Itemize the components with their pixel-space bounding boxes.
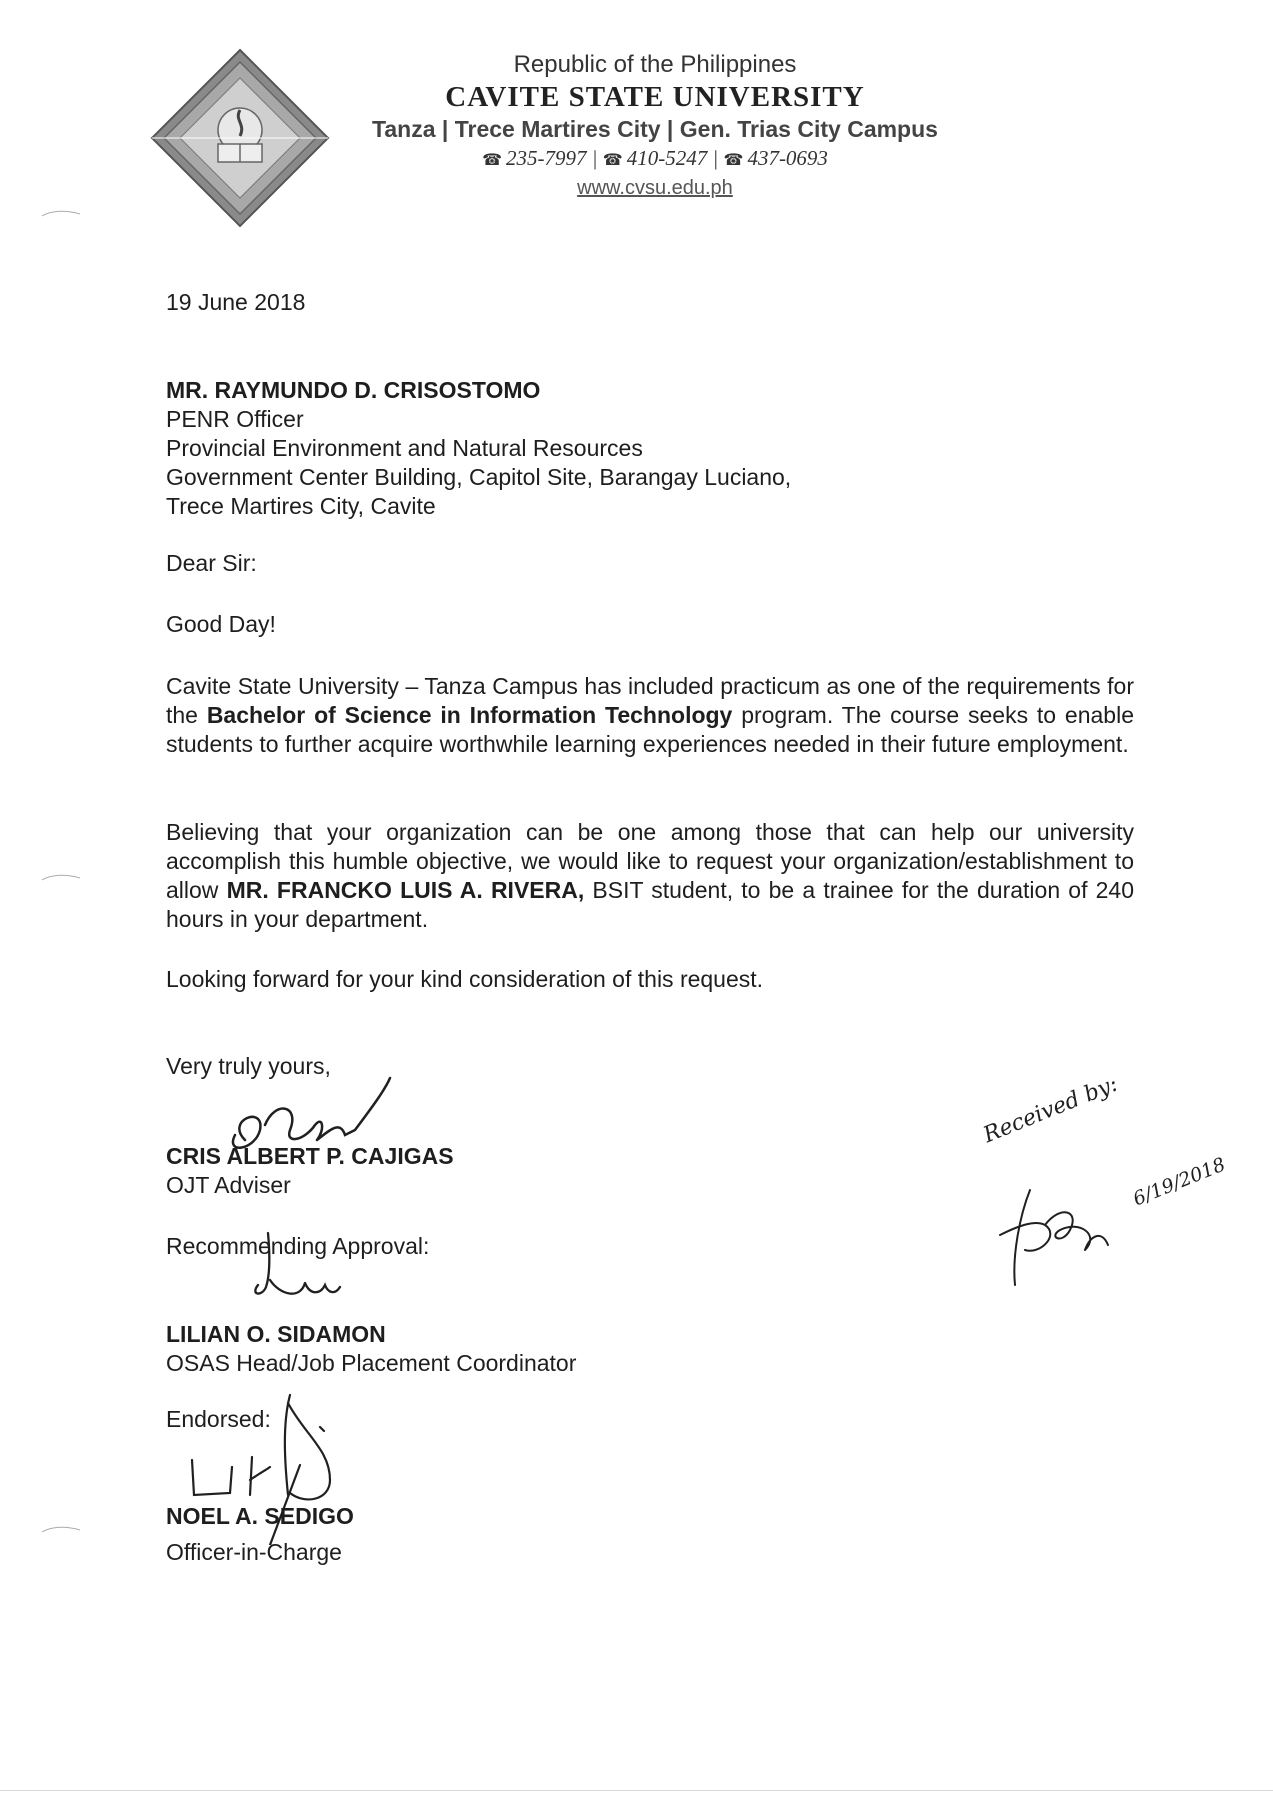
closing-request: Looking forward for your kind consideration of this request. — [166, 966, 764, 992]
recipient-title: PENR Officer — [166, 406, 304, 432]
signatory3-name: NOEL A. SEDIGO — [166, 1503, 354, 1529]
signatory2-name: LILIAN O. SIDAMON — [166, 1321, 386, 1347]
letterhead-university: CAVITE STATE UNIVERSITY — [445, 81, 865, 113]
received-date: 6/19/2018 — [1130, 1153, 1229, 1211]
scan-margin-mark — [42, 208, 80, 218]
page-bottom-edge — [0, 1790, 1273, 1791]
received-stamp — [980, 1071, 1250, 1295]
phone-number: 437-0693 — [747, 146, 828, 170]
letterhead-phones: ☎ 235-7997 | ☎ 410-5247 | ☎ 437-0693 — [482, 146, 828, 170]
body-paragraph-1: Cavite State University – Tanza Campus has included practicum as one of the requirements for the Bachelor of Science in Information Technology program. The course seeks to enable students to further acquire worthwhile learning experiences needed in their future employment. — [166, 673, 1134, 757]
received-initials-signature — [990, 1175, 1120, 1295]
scan-margin-mark — [42, 872, 80, 882]
phone-number: 235-7997 — [506, 146, 587, 170]
letter-date: 19 June 2018 — [166, 289, 306, 315]
signatory1-name: CRIS ALBERT P. CAJIGAS — [166, 1143, 454, 1169]
telephone-icon: ☎ — [723, 152, 744, 169]
recipient-address-line2: Trece Martires City, Cavite — [166, 493, 436, 519]
student-name: MR. FRANCKO LUIS A. RIVERA, — [226, 877, 585, 903]
letterhead-website-link[interactable]: www.cvsu.edu.ph — [577, 177, 733, 199]
endorsed-label: Endorsed: — [166, 1406, 271, 1432]
recipient-name: MR. RAYMUNDO D. CRISOSTOMO — [166, 377, 541, 403]
salutation: Dear Sir: — [166, 550, 257, 576]
scan-margin-mark — [42, 1524, 80, 1534]
recommending-label: Recommending Approval: — [166, 1233, 430, 1259]
signatory1-title: OJT Adviser — [166, 1172, 291, 1198]
closing: Very truly yours, — [166, 1053, 331, 1079]
telephone-icon: ☎ — [482, 152, 502, 169]
signatory3-title: Officer-in-Charge — [166, 1539, 342, 1565]
phone-number: 410-5247 — [626, 146, 708, 170]
received-by-label: Received by: — [980, 1071, 1122, 1149]
letterhead-campuses: Tanza | Trece Martires City | Gen. Trias City Campus — [372, 116, 938, 142]
letterhead-country: Republic of the Philippines — [513, 51, 797, 78]
signatory2-title: OSAS Head/Job Placement Coordinator — [166, 1350, 577, 1376]
letterhead — [295, 50, 1015, 201]
greeting: Good Day! — [166, 611, 276, 637]
recipient-office: Provincial Environment and Natural Resources — [166, 435, 643, 461]
recipient-address-line1: Government Center Building, Capitol Site, Barangay Luciano, — [166, 464, 792, 490]
program-name: Bachelor of Science in Information Technology — [206, 702, 733, 728]
telephone-icon: ☎ — [602, 152, 623, 169]
body-paragraph-2: Believing that your organization can be one among those that can help our university accomplish this humble objective, we would like to request your organization/establishment to allow MR. FRANCKO LUIS A. RIVERA, BSIT student, to be a trainee for the duration of 240 hours in your department. — [166, 819, 1135, 932]
